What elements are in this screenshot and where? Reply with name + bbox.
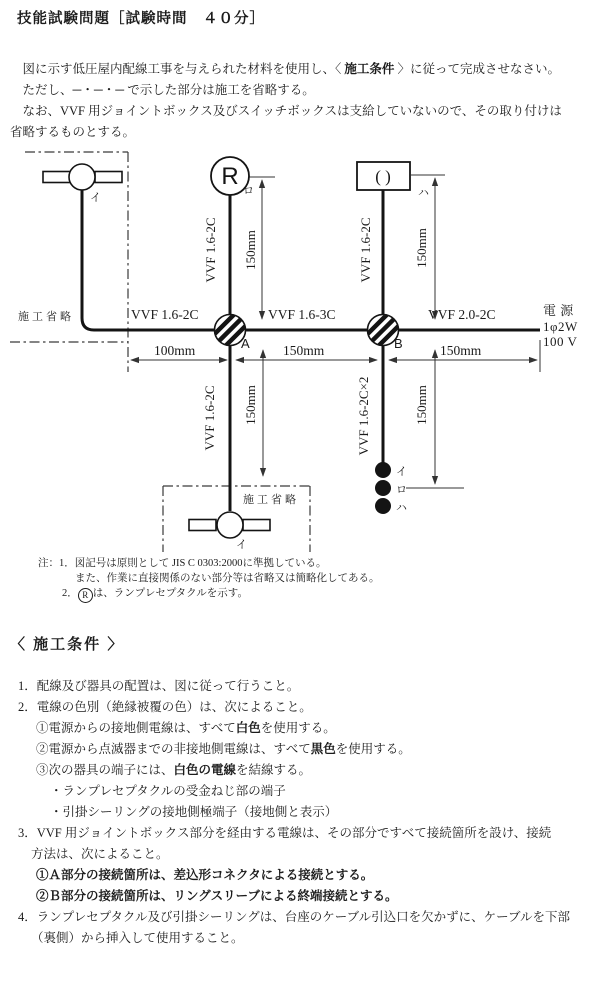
condition-1: 1．配線及び器具の配置は、図に従って行うこと。: [18, 679, 300, 693]
joint-b-label: B: [394, 336, 403, 351]
light-top-cable: [82, 190, 94, 330]
intro-line-4: 省略するものとする。: [10, 125, 136, 139]
switch-label-i: イ: [396, 466, 407, 478]
cable-label-left: VVF 1.6-2C: [131, 307, 199, 322]
dimension-label-100mm: 100mm: [154, 343, 196, 358]
page-title: 技能試験問題［試験時間 ４０分］: [17, 11, 265, 27]
power-source-label: [543, 303, 578, 350]
ceiling-rosette-letter: ( ): [375, 167, 391, 186]
condition-2-bullet-1: ・ランプレセプタクルの受金ねじ部の端子: [50, 784, 286, 798]
note-2: 2． R は、ランプレセプタクルを示す。: [38, 586, 380, 603]
switch-dot-ha: [375, 498, 391, 514]
cable-label-lamp-branch: VVF 1.6-2C: [203, 217, 218, 283]
power-source-line-1: 電 源: [543, 303, 574, 318]
switch-dots: [375, 462, 391, 514]
lamp-circuit-mark: ロ: [243, 185, 254, 197]
intro-line-1: 図に示す低圧屋内配線工事を与えられた材料を使用し、〈 施工条件 〉に従って完成させなさい。: [10, 62, 561, 76]
dimension-label-150mm-right: 150mm: [440, 343, 482, 358]
switch-label-ro: ロ: [396, 484, 407, 496]
condition-2-sub-2: ②電源から点滅器までの非接地側電線は、すべて黒色を使用する。: [36, 742, 411, 756]
dimension-label-rosette-branch: 150mm: [414, 228, 429, 268]
condition-4-line-2: （裏側）から挿入して使用すること。: [31, 931, 244, 945]
power-source-line-3: 100 V: [543, 334, 578, 349]
lamp-receptacle-letter: R: [221, 163, 239, 190]
dimension-label-switch-branch: 150mm: [414, 385, 429, 425]
intro-paragraph: [10, 59, 598, 143]
dimension-label-150mm-mid: 150mm: [283, 343, 325, 358]
note-1-line-2: また、作業に直接関係のない部分等は省略又は簡略化してある。: [75, 573, 380, 584]
switch-dot-ro: [375, 480, 391, 496]
omission-label-bottom: 施工省略: [243, 494, 299, 506]
note-1-line-1: 注：1．図記号は原則として JIS C 0303:2000に準拠している。: [38, 558, 327, 569]
condition-2-sub-1: ①電源からの接地側電線は、すべて白色を使用する。: [36, 721, 336, 735]
condition-2-head: 2．電線の色別（絶縁被覆の色）は、次によること。: [18, 700, 312, 714]
condition-3-sub-1: ①Ａ部分の接続箇所は、差込形コネクタによる接続とする。: [36, 868, 374, 882]
ceiling-light-bottom-symbol: [189, 512, 270, 538]
conditions-list: [18, 676, 598, 949]
intro-line-3: なお、VVF 用ジョイントボックス及びスイッチボックスは支給していないので、その取り付けは: [10, 104, 562, 118]
condition-3-line-2: 方法は、次によること。: [31, 847, 169, 861]
condition-3-line-1: 3．VVF 用ジョイントボックス部分を経由する電線は、その部分ですべて接続箇所を設け、接続: [18, 826, 552, 840]
intro-line-2: ただし、─・─・─ で示した部分は施工を省略する。: [10, 83, 315, 97]
conditions-heading: 〈 施工条件 〉: [10, 636, 125, 653]
cable-label-switch-branch: VVF 1.6-2C×2: [356, 376, 371, 456]
cable-label-right: VVF 2.0-2C: [428, 307, 496, 322]
circled-r-icon: R: [78, 588, 93, 603]
condition-4-line-1: 4．ランプレセプタクル及び引掛シーリングは、台座のケーブル引込口を欠かずに、ケーブルを下部: [18, 910, 571, 924]
condition-3-sub-2: ②Ｂ部分の接続箇所は、リングスリーブによる終端接続とする。: [36, 889, 398, 903]
switch-dot-i: [375, 462, 391, 478]
dimension-label-lamp-branch: 150mm: [243, 230, 258, 270]
cable-label-rosette-branch: VVF 1.6-2C: [358, 217, 373, 283]
condition-2-sub-3: ③次の器具の端子には、白色の電線を結線する。: [36, 763, 312, 777]
wiring-diagram: [0, 140, 605, 560]
dimension-label-light-branch: 150mm: [243, 385, 258, 425]
ceiling-light-top-symbol: [43, 164, 122, 190]
rosette-circuit-mark: ハ: [418, 187, 429, 199]
notes-block: [38, 556, 380, 603]
cable-label-mid: VVF 1.6-3C: [268, 307, 336, 322]
light-bottom-circuit-mark: イ: [236, 539, 247, 551]
cable-label-light-branch: VVF 1.6-2C: [202, 385, 217, 451]
omission-label-left: 施工省略: [18, 311, 74, 323]
condition-2-bullet-2: ・引掛シーリングの接地側極端子（接地側と表示）: [50, 805, 338, 819]
joint-a-label: A: [241, 336, 250, 351]
power-source-line-2: 1φ2W: [543, 318, 578, 334]
components: [43, 157, 410, 538]
switch-label-ha: ハ: [396, 502, 407, 514]
light-top-circuit-mark: イ: [90, 192, 101, 204]
